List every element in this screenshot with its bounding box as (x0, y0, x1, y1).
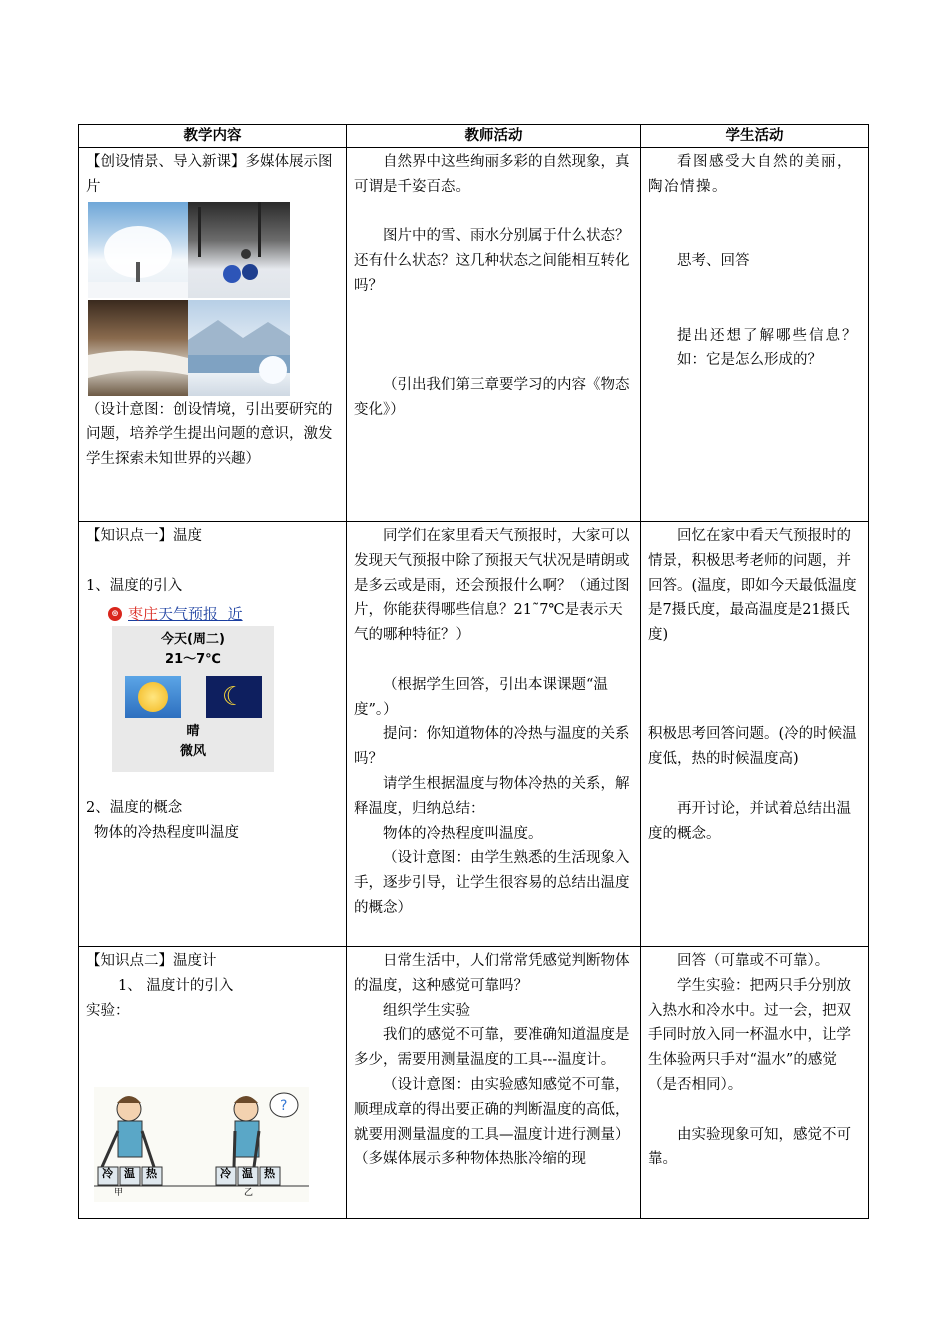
table-row (79, 522, 869, 947)
weather-condition: 晴 (186, 724, 200, 740)
teacher-text: 同学们在家里看天气预报时，大家可以发现天气预报中除了预报天气状况是晴朗或是多云或是雨，还会预报什么啊？（通过图片，你能获得哪些信息？21˜7℃是表示天气的哪种特征？） (354, 528, 630, 644)
teacher-text: （多媒体展示多种物体热胀冷缩的现 (354, 1151, 586, 1168)
teacher-text: （引出我们第三章要学习的内容《物态变化》） (354, 377, 630, 418)
header-teacher: 教师活动 (347, 125, 641, 148)
weather-temp: 21～7℃ (165, 652, 221, 668)
teacher-text: （设计意图：由学生熟悉的生活现象入手，逐步引导，让学生很容易的总结出温度的概念） (354, 850, 630, 916)
student-text: 提出还想了解哪些信息？ (677, 327, 859, 344)
teacher-text: 组织学生实验 (383, 1002, 470, 1019)
weather-wind: 微风 (179, 744, 206, 760)
student-cell (641, 947, 869, 1219)
snow-tree-photo (88, 202, 188, 298)
basin-label: 温 (124, 1167, 135, 1181)
header-content: 教学内容 (79, 125, 347, 148)
header-student: 学生活动 (641, 125, 869, 148)
content-cell (79, 148, 347, 522)
snowy-lake-photo (188, 300, 290, 396)
weather-panel (112, 626, 274, 772)
nature-photo-grid (88, 202, 339, 396)
student-text: 学生实验：把两只手分别放入热水和冷水中。过一会，把双手同时放入同一杯温水中，让学生体验两只手对“温水”的感觉（是否相同）。 (648, 977, 851, 1093)
weather-day: 今天(周二) (161, 632, 225, 648)
student-cell (641, 148, 869, 522)
basin-label: 冷 (102, 1167, 113, 1181)
weather-city: 枣庄 (128, 605, 159, 623)
design-intent-note: （设计意图：创设情境，引出要研究的问题，培养学生提出问题的意识，激发学生探索未知世界的兴趣） (86, 401, 333, 468)
hand-experiment-illustration (94, 1087, 309, 1202)
section-title: 【知识点一】温度 (86, 528, 202, 544)
table-row (79, 947, 869, 1219)
table-row (79, 148, 869, 522)
moon-icon: ☾ (206, 676, 262, 718)
subsection-title: 1、温度的引入 (86, 577, 183, 594)
experiment-label: 实验： (86, 1002, 130, 1019)
content-cell (79, 522, 347, 947)
basin-label: 热 (146, 1167, 157, 1181)
student-text: 由实验现象可知，感觉不可靠。 (648, 1126, 851, 1168)
figure-label-yi: 乙 (244, 1188, 254, 1199)
teacher-text: 日常生活中，人们常常凭感觉判断物体的温度，这种感觉可靠吗？ (354, 953, 630, 994)
weather-logo-icon: ⊛ (108, 607, 122, 621)
content-cell (79, 947, 347, 1219)
student-text: 看图感受大自然的美丽，陶冶情操。 (648, 154, 853, 195)
student-text: 回忆在家中看天气预报时的情景，积极思考老师的问题，并回答。(温度，即如今天最低温度是7摄氏度，最高温度是21摄氏度) (648, 528, 857, 644)
table-header-row (79, 125, 869, 148)
teacher-text: 提问：你知道物体的冷热与温度的关系吗？ (354, 726, 630, 768)
section-title: 【知识点二】温度计 (86, 953, 217, 969)
temperature-definition: 物体的冷热程度叫温度 (94, 825, 239, 842)
waterfall-photo (88, 300, 188, 396)
weather-suffix: 近 (227, 605, 243, 623)
basin-label: 冷 (220, 1167, 231, 1181)
svg-text:?: ? (280, 1098, 288, 1115)
student-text: 再开讨论，并试着总结出温度的概念。 (648, 800, 851, 842)
teacher-cell (347, 947, 641, 1219)
teacher-text: （设计意图：由实验感知感觉不可靠，顺理成章的得出要正确的判断温度的高低，就要用测量温度的工具—温度计进行测量） (354, 1076, 630, 1143)
teacher-cell (347, 522, 641, 947)
student-text: 积极思考回答问题。(冷的时候温度低，热的时候温度高) (648, 726, 857, 768)
weather-forecast-image (108, 602, 278, 772)
teacher-cell (347, 148, 641, 522)
lesson-table (78, 124, 869, 1219)
student-text: 思考、回答 (677, 253, 750, 270)
teacher-text: 自然界中这些绚丽多彩的自然现象，真可谓是千姿百态。 (354, 154, 630, 195)
section-title: 【创设情景、导入新课】多媒体展示图片 (86, 154, 333, 195)
basin-label: 热 (264, 1167, 275, 1181)
student-cell (641, 522, 869, 947)
basin-label: 温 (242, 1167, 253, 1181)
weather-title: 天气预报 (158, 605, 219, 623)
subsection-title: 2、温度的概念 (86, 800, 183, 817)
teacher-text: 图片中的雪、雨水分别属于什么状态？还有什么状态？这几种状态之间能相互转化吗？ (354, 228, 630, 294)
subsection-title: 1、 温度计的引入 (118, 977, 234, 994)
figure-label-jia: 甲 (114, 1188, 124, 1199)
teacher-text: 我们的感觉不可靠，要准确知道温度是多少，需要用测量温度的工具---温度计。 (354, 1027, 630, 1069)
teacher-text: 物体的冷热程度叫温度。 (383, 825, 543, 842)
student-text: 回答（可靠或不可靠）。 (677, 953, 830, 969)
student-text: 如：它是怎么形成的？ (677, 352, 822, 369)
teacher-text: （根据学生回答，引出本课课题“温度”。） (354, 676, 608, 718)
sun-icon (125, 676, 181, 718)
snow-children-photo (188, 202, 290, 298)
teacher-text: 请学生根据温度与物体冷热的关系，解释温度，归纳总结： (354, 775, 630, 817)
